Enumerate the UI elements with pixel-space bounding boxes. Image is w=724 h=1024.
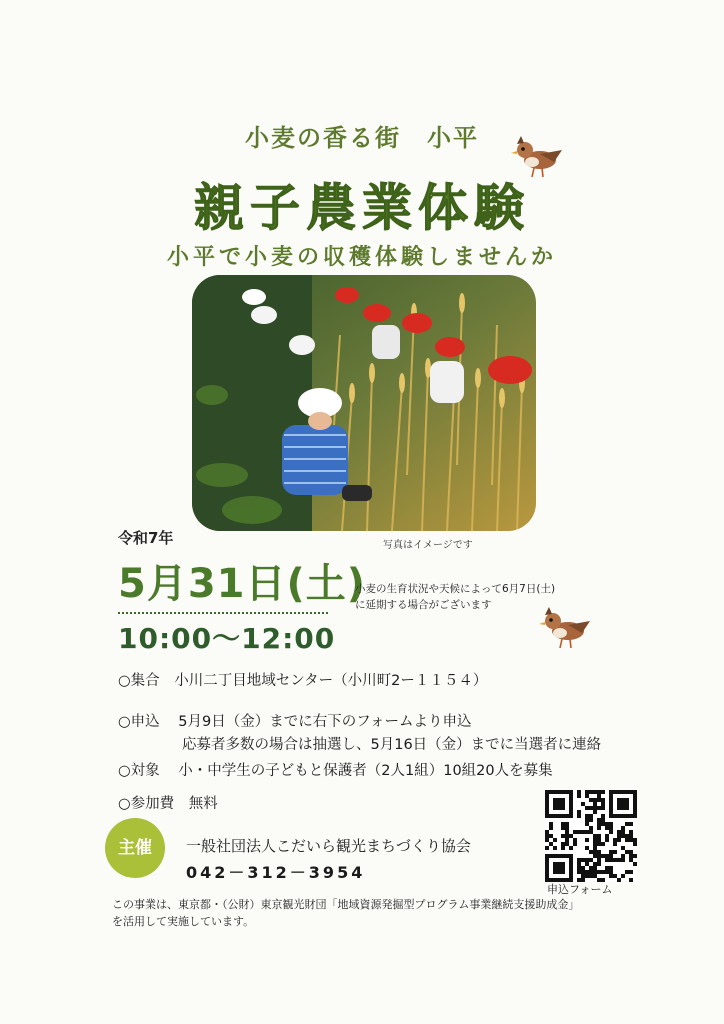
apply-label: ○申込 [118, 714, 160, 730]
qr-label: 申込フォーム [547, 883, 613, 896]
dotted-divider [118, 612, 328, 614]
wheat-harvest-photo [192, 275, 536, 531]
host-badge: 主催 [105, 818, 165, 878]
qr-code-icon[interactable] [545, 790, 637, 882]
postpone-note-line2: に延期する場合がございます [355, 599, 492, 611]
fee [118, 792, 218, 813]
event-date: 5月31日(土) [118, 561, 367, 607]
meeting-label: ○集合 [118, 673, 160, 689]
event-year: 令和7年 [118, 529, 174, 547]
sub-heading: 小麦の香る街 小平 [245, 124, 479, 152]
catchphrase: 小平で小麦の収穫体験しませんか [166, 245, 557, 270]
funding-note-line1: この事業は、東京都・（公財）東京観光財団「地域資源発掘型プログラム事業継続支援助成金」 [112, 898, 580, 911]
funding-note-line2: を活用して実施しています。 [112, 915, 255, 928]
apply-value-line2: 応募者多数の場合は抽選し、5月16日（金）までに当選者に連絡 [182, 737, 602, 753]
host-phone: 042－312－3954 [186, 863, 366, 882]
meeting-value: 小川二丁目地域センター（小川町2ー１１５４） [174, 673, 488, 689]
target [118, 759, 553, 780]
postpone-note [355, 581, 555, 613]
fee-value: 無料 [188, 796, 218, 812]
photo-caption: 写真はイメージです [383, 540, 473, 551]
application [118, 710, 472, 731]
page-title: 親子農業体験 [194, 179, 530, 237]
host-name: 一般社団法人こだいら観光まちづくり協会 [186, 837, 471, 855]
target-label: ○対象 [118, 763, 160, 779]
target-value: 小・中学生の子どもと保護者（2人1組）10組20人を募集 [178, 763, 553, 779]
postpone-note-line1: 小麦の生育状況や天候によって6月7日(土) [355, 583, 556, 595]
fee-label: ○参加費 [118, 796, 175, 812]
meeting-place [118, 669, 487, 690]
bird-icon [538, 605, 592, 651]
apply-value-line1: 5月9日（金）までに右下のフォームより申込 [178, 714, 472, 730]
event-time: 10:00～12:00 [118, 622, 336, 655]
funding-note [112, 896, 579, 930]
